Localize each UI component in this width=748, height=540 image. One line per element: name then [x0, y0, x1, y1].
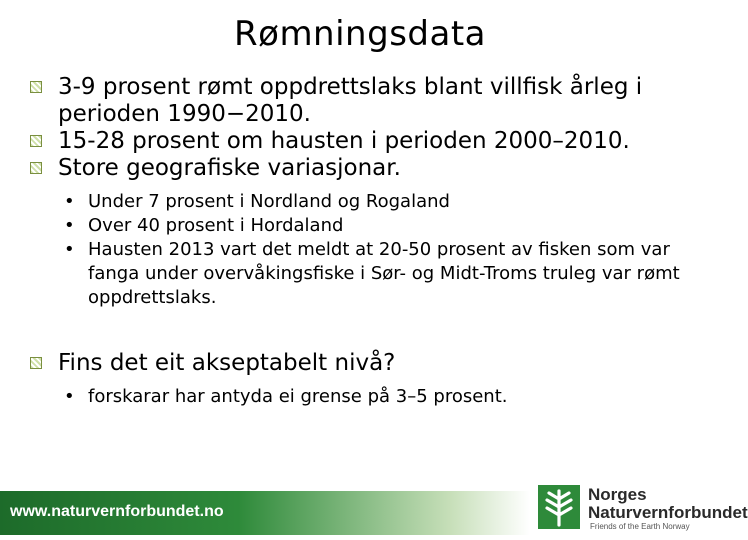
dot-bullet-icon: •: [64, 191, 75, 212]
sub-bullet-text: forskarar har antyda ei grense på 3–5 prosent.: [88, 386, 508, 407]
footer-url[interactable]: www.naturvernforbundet.no: [10, 503, 224, 520]
org-tagline: Friends of the Earth Norway: [590, 522, 690, 531]
sub-bullet-item: [30, 385, 690, 409]
slide-title: Rømningsdata: [234, 14, 486, 54]
bullet-item: [30, 155, 690, 182]
tree-logo-icon: [538, 485, 580, 529]
bullet-text: 15-28 prosent om hausten i perioden 2000–2010.: [58, 128, 630, 154]
checkered-square-bullet-icon: [30, 135, 42, 147]
sub-bullet-text: Over 40 prosent i Hordaland: [88, 215, 344, 236]
sub-bullet-item: [30, 190, 690, 214]
sub-bullet-text: Under 7 prosent i Nordland og Rogaland: [88, 191, 450, 212]
bullet-text: Fins det eit akseptabelt nivå?: [58, 350, 396, 376]
checkered-square-bullet-icon: [30, 357, 42, 369]
bullet-text: 3-9 prosent rømt oppdrettslaks blant villfisk årleg i perioden 1990−2010.: [58, 74, 643, 127]
footer-bar: [0, 481, 748, 540]
dot-bullet-icon: •: [64, 239, 75, 260]
sub-bullet-item: [30, 238, 690, 310]
org-name-line1: Norges: [588, 485, 647, 504]
sub-bullet-item: [30, 214, 690, 238]
bullet-item: [30, 350, 690, 377]
bullet-list: [30, 74, 690, 409]
bullet-item: [30, 128, 690, 155]
bullet-text: Store geografiske variasjonar.: [58, 155, 401, 181]
checkered-square-bullet-icon: [30, 81, 42, 93]
org-name-line2: Naturvernforbundet: [588, 503, 748, 522]
checkered-square-bullet-icon: [30, 162, 42, 174]
sub-bullet-text: Hausten 2013 vart det meldt at 20-50 prosent av fisken som var fanga under overvåkingsfiske i Sør- og Midt-Troms truleg var rømt oppdrettslaks.: [88, 239, 680, 308]
dot-bullet-icon: •: [64, 215, 75, 236]
bullet-item: [30, 74, 690, 128]
dot-bullet-icon: •: [64, 386, 75, 407]
